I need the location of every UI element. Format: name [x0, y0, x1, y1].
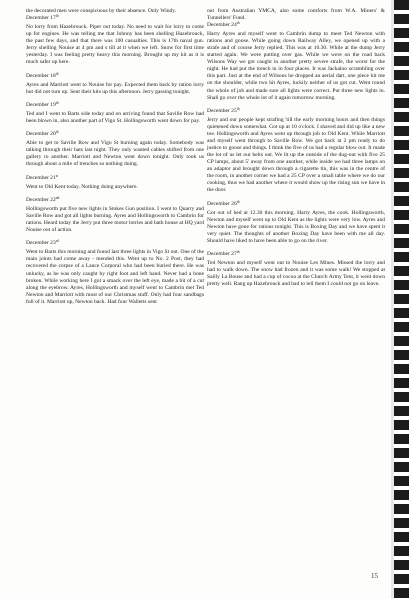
diary-entry	[207, 201, 385, 245]
entry-date: December 25th	[207, 106, 240, 114]
entry-date: December 23rd	[26, 239, 59, 247]
page-number: 15	[371, 572, 378, 580]
entry-text: Ted Newton and myself went out to Nouise Les Mines. Missed the lorry and had to walk down. The snow had frozen and it was some walk! We stopped at Sailly La Bouse and had a cup of cocoa at the Church Army Tent, it went down pretty well. Rang up Hazebrouck and had to tell them I could not go on leave.	[207, 260, 385, 288]
diary-entry	[26, 102, 204, 125]
entry-text: Able to get to Saville Row and Vigo St burning again today. Somebody was talking through their hats last night. They only wanted cables shifted from one gallery to another. Marriott and Newton went down tonight. Only took us through about a mile of trenches so nothing doing.	[26, 140, 204, 168]
diary-entry	[26, 175, 204, 191]
diary-entry	[26, 240, 204, 305]
left-column-intro: the decorated men were conspicuous by their absence. Only Windy.	[26, 8, 177, 14]
diary-entry	[207, 108, 385, 195]
spiral-binding	[394, 0, 409, 599]
entry-date: December 20th	[26, 130, 59, 138]
entry-text: Jerry and our people kept strafing 'till the early morning hours and then things quietened down somewhat. Got up at 10 o'clock. I shaved and did up like a new toe. Hollingsworth and Ayres went up through job to Old Kent. While Marriott and myself went through to Saville Row. We got back at 2 pm ready to do justice to goose and things. I think the five of us had a regular blow out. It made the lot of us let our belts out. We lit up the outside of the dug-out with five 25 CP lamps, about 5' away from one another, while inside we had three lamps on an adaptor and brought down through a cigarette tin, this was in the centre of the room, in another corner we had a 25 CP over a small table where we do our cooking, thus we had another where it would show up the rising sun we have in the door.	[207, 116, 385, 194]
entry-text: Ted and I went to Barts side today and on arriving found that Saville Row had been blown in, also another part of Vigo St. Hollingsworth went down for pay.	[26, 110, 204, 124]
right-column-intro: out from Australian YMCA, also some comforts from W.A. Miners' & Tunnellers' Fund.	[207, 8, 385, 22]
diary-entry	[207, 251, 385, 288]
entry-text: Got out of bed at 12.30 this morning. Harry Ayres, the cook. Hollingsworth, Newton and myself went up to Old Kent as the lights were very low. Ayres and Newton have gone for rations tonight. This is Boxing Day and we have spent it very quiet. The thoughts of another Boxing Day have been with me all day. Should have liked to have been able to go on the river.	[207, 209, 385, 244]
entry-date: December 19th	[26, 100, 59, 108]
left-column	[26, 8, 204, 312]
entry-text: Ayres and Marriott went to Nouise for pay. Expected them back by ration lorry but did not turn up. Sent their kits up this afternoon. Jerry gassing tonight.	[26, 81, 204, 95]
diary-entry	[26, 73, 204, 96]
entry-date: December 18th	[26, 71, 59, 79]
entry-text: Harry Ayres and myself went to Cambrin dump to meet Ted Newton with rations and goose. While going down Railway Alley, we opened up with a strafe and of course Jerry replied. This was at 10.30. While at the dump Jerry started again. We were putting over gas. While we were on the road back Wilsons Way we got caught in another pretty severe strafe, the worst for the night. He had put the trench in in four places. It was Jackaloo scrambling over this part. Just at the end of Wilsons he dropped an aerial dart, one piece hit me on the shoulder, while two hit Ayres, luckily neither of us got cut. Went round the whole of job and made sure all lights were correct. Put three new lights in. Shall go over the whole lot of it again tomorrow morning.	[207, 31, 385, 101]
entry-date: December 17th	[26, 13, 59, 22]
entry-date: December 22nd	[26, 195, 60, 203]
entry-date: December 24th	[207, 20, 240, 29]
entry-date: December 21st	[26, 173, 59, 181]
entry-date: December 27th	[207, 249, 240, 258]
entry-text: Went to Barts this morning and found last three lights in Vigo St out. One of the main joints had come away - mended this. Went up to No. 2 Post, they had recovered the corpse of a Lance Corporal who had been buried there. He was unlucky, as he was only caught by right foot and left hand. Never had a bone broken. While working here I got a smack over the left eye, made a bit of a cut along the eyebrow. Ayres, Hollingsworth and myself went to Cambrin met Ted Newton and Marriott with most of our Christmas stuff. Only had four sandbags full of it. Marriott up, Newton back. Had four Walletts sent	[26, 249, 204, 305]
right-column	[207, 8, 385, 294]
entry-date: December 26th	[207, 199, 240, 207]
entry-text: No lorry from Hazebrouck. Piper out today. No need to wait for lorry to come up for engines. He was telling me that Johnny has been shelling Hazebrouck, the past few days, and that there was 100 casualties. This is 17th naval gun. Jerry shelling Nouise at 4 pm and s till at it when we left. Snow for first time yesterday. I was feeling pretty heavy this morning. Brought up my kit as it is much safer up here.	[26, 24, 204, 66]
entry-text: Hollingsworth put five new lights in Stokes Gun position. I went to Quarry and Saville Row and got all lights burning. Ayres and Hollingsworth to Cambrin for rations. Heard today the Jerry put three motor lorries and bath house at HQ yard Nouise out of action.	[26, 205, 204, 234]
diary-entry	[26, 131, 204, 168]
diary-entry	[26, 15, 204, 66]
entry-text: Went to Old Kent today. Nothing doing anywhere.	[26, 183, 138, 190]
diary-entry	[207, 22, 385, 102]
diary-entry	[26, 197, 204, 234]
